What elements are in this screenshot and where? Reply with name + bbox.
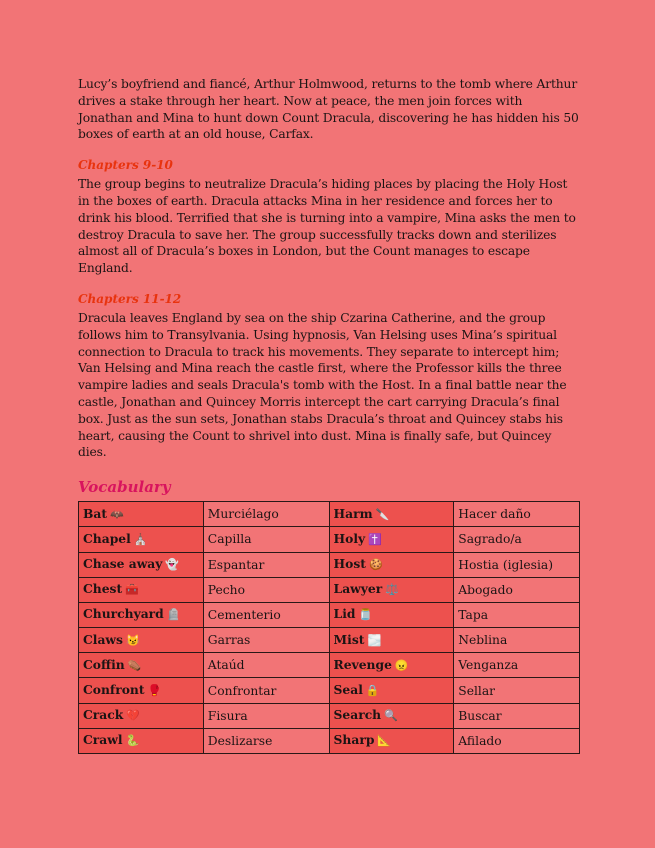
vocab-translation: Tapa [458,607,489,622]
vocab-translation: Cementerio [207,607,281,622]
vocab-translation-cell [454,628,580,653]
vocab-term-cell [329,502,454,527]
vocab-translation-cell [203,577,329,602]
vocab-translation: Hostia (iglesia) [458,557,554,572]
vocab-translation: Ataúd [207,658,245,673]
vocab-translation: Buscar [458,708,502,723]
vocab-term: Sharp [333,732,375,748]
table-row [79,502,580,527]
table-row [79,728,580,753]
vocab-term: Lid [333,606,356,622]
vocab-term-cell [329,552,454,577]
vocab-term-cell [79,653,204,678]
table-row [79,602,580,627]
vocab-term: Mist [333,631,365,647]
vocab-term-cell [329,728,454,753]
vocab-translation-cell [454,653,580,678]
vocab-translation-cell [454,728,580,753]
vocab-term: Lawyer [333,581,383,597]
vocab-term-cell [79,502,204,527]
intro-paragraph: Lucy’s boyfriend and fiancé, Arthur Holmwood, returns to the tomb where Arthur drives a stake through her heart. Now at peace, the men join forces with Jonathan and Mina to hunt down Count Dracula, discovering he has hidden his 50 boxes of earth at an old house, Carfax. [78,77,579,142]
vocab-emoji-icon: 📐 [377,734,392,748]
vocab-term: Crawl [83,732,123,748]
table-row [79,678,580,703]
vocab-emoji-icon: 😠 [394,658,409,672]
vocab-translation: Neblina [458,633,508,648]
vocab-translation: Garras [207,633,251,648]
vocab-emoji-icon: 🫙 [358,608,373,622]
vocab-term-cell [79,527,204,552]
vocab-term: Chase away [83,556,163,572]
vocab-term: Claws [83,631,123,647]
chapter-heading: Chapters 9-10 [78,158,173,173]
vocab-term: Seal [333,682,363,698]
vocab-translation-cell [203,502,329,527]
vocab-emoji-icon: 🍪 [368,558,383,572]
vocab-translation-cell [203,653,329,678]
vocabulary-title: Vocabulary [78,478,171,497]
vocab-term-cell [329,678,454,703]
vocab-translation-cell [454,602,580,627]
vocab-emoji-icon: ⚖️ [385,583,399,597]
vocab-emoji-icon: 🔒 [365,684,380,698]
vocab-term-cell [329,527,454,552]
vocab-emoji-icon: 🦇 [110,507,124,521]
vocab-term-cell [329,628,454,653]
vocab-translation-cell [203,527,329,552]
table-row [79,628,580,653]
vocab-emoji-icon: 🐍 [125,734,140,748]
vocab-translation: Deslizarse [207,733,273,748]
vocab-term: Confront [83,682,145,698]
vocab-translation-cell [454,577,580,602]
vocab-emoji-icon: 🧰 [125,583,139,597]
vocab-translation: Murciélago [207,507,279,522]
vocab-emoji-icon: 😼 [125,633,140,647]
vocab-term: Harm [333,505,373,521]
vocab-translation-cell [454,703,580,728]
vocab-translation-cell [203,602,329,627]
vocab-translation-cell [203,628,329,653]
vocab-term-cell [79,628,204,653]
table-row [79,527,580,552]
vocab-translation-cell [203,703,329,728]
vocab-term-cell [79,602,204,627]
vocab-emoji-icon: ✝️ [368,532,382,546]
vocab-translation: Espantar [207,557,265,572]
vocab-translation: Sellar [458,683,496,698]
vocab-translation: Fisura [207,708,248,723]
vocab-term: Search [333,707,382,723]
vocab-translation-cell [203,678,329,703]
chapter-heading: Chapters 11-12 [78,291,182,306]
vocab-emoji-icon: 💔 [126,709,140,723]
vocab-term: Host [333,556,366,572]
vocab-term: Churchyard [83,606,164,622]
vocab-emoji-icon: 🌫️ [367,633,382,647]
vocab-translation-cell [203,552,329,577]
vocab-translation: Pecho [207,582,246,597]
vocab-term-cell [79,577,204,602]
chapter-paragraph: The group begins to neutralize Dracula’s hiding places by placing the Holy Host in the boxes of earth. Dracula attacks Mina in her residence and forces her to drink his blood. Terrified that she is turning into a vampire, Mina asks the men to destroy Dracula to save her. The group successfully tracks down and sterilizes almost all of Dracula’s boxes in London, but the Count manages to escape England. [78,177,576,276]
vocab-term-cell [79,678,204,703]
vocab-term-cell [329,703,454,728]
vocab-term-cell [329,602,454,627]
vocab-translation: Hacer daño [458,507,531,522]
vocab-term-cell [329,577,454,602]
vocab-translation: Sagrado/a [458,532,522,547]
vocab-emoji-icon: 🔍 [384,709,398,723]
vocab-term-cell [79,728,204,753]
vocab-translation: Capilla [207,532,252,547]
vocab-term: Chest [83,581,123,597]
vocab-translation-cell [454,527,580,552]
vocab-term: Crack [83,707,124,723]
vocabulary-table-body [79,502,580,754]
vocab-translation: Afilado [458,733,502,748]
table-row [79,653,580,678]
vocab-emoji-icon: 🥊 [147,684,162,698]
table-row [79,577,580,602]
vocab-term-cell [79,703,204,728]
vocab-emoji-icon: 👻 [165,558,180,572]
vocab-emoji-icon: ⚰️ [127,658,142,672]
vocab-translation: Abogado [458,582,513,597]
vocab-term-cell [79,552,204,577]
document-page [78,76,580,754]
vocab-translation-cell [203,728,329,753]
table-row [79,703,580,728]
vocab-term: Coffin [83,656,125,672]
vocab-term: Holy [333,530,366,546]
vocabulary-table [78,501,580,754]
vocab-translation-cell [454,678,580,703]
vocab-translation: Venganza [458,658,519,673]
vocab-translation-cell [454,552,580,577]
vocab-term: Bat [83,505,108,521]
vocab-term: Revenge [333,656,392,672]
vocab-translation-cell [454,502,580,527]
table-row [79,552,580,577]
vocab-term: Chapel [83,530,131,546]
vocab-translation: Confrontar [207,683,277,698]
vocab-term-cell [329,653,454,678]
vocab-emoji-icon: 🔪 [375,507,390,521]
vocab-emoji-icon: ⛪ [133,532,148,546]
chapter-paragraph: Dracula leaves England by sea on the ship Czarina Catherine, and the group follows him to Transylvania. Using hypnosis, Van Helsing uses Mina’s spiritual connection to Dracula to track his movements. They separate to intercept him; Van Helsing and Mina reach the castle first, where the Professor kills the three vampire ladies and seals Dracula's tomb with the Host. In a final battle near the castle, Jonathan and Quincey Morris intercept the cart carrying Dracula’s final box. Just as the sun sets, Jonathan stabs Dracula’s throat and Quincey stabs his heart, causing the Count to shrivel into dust. Mina is finally safe, but Quincey dies. [78,310,567,460]
vocab-emoji-icon: 🪦 [166,608,181,622]
